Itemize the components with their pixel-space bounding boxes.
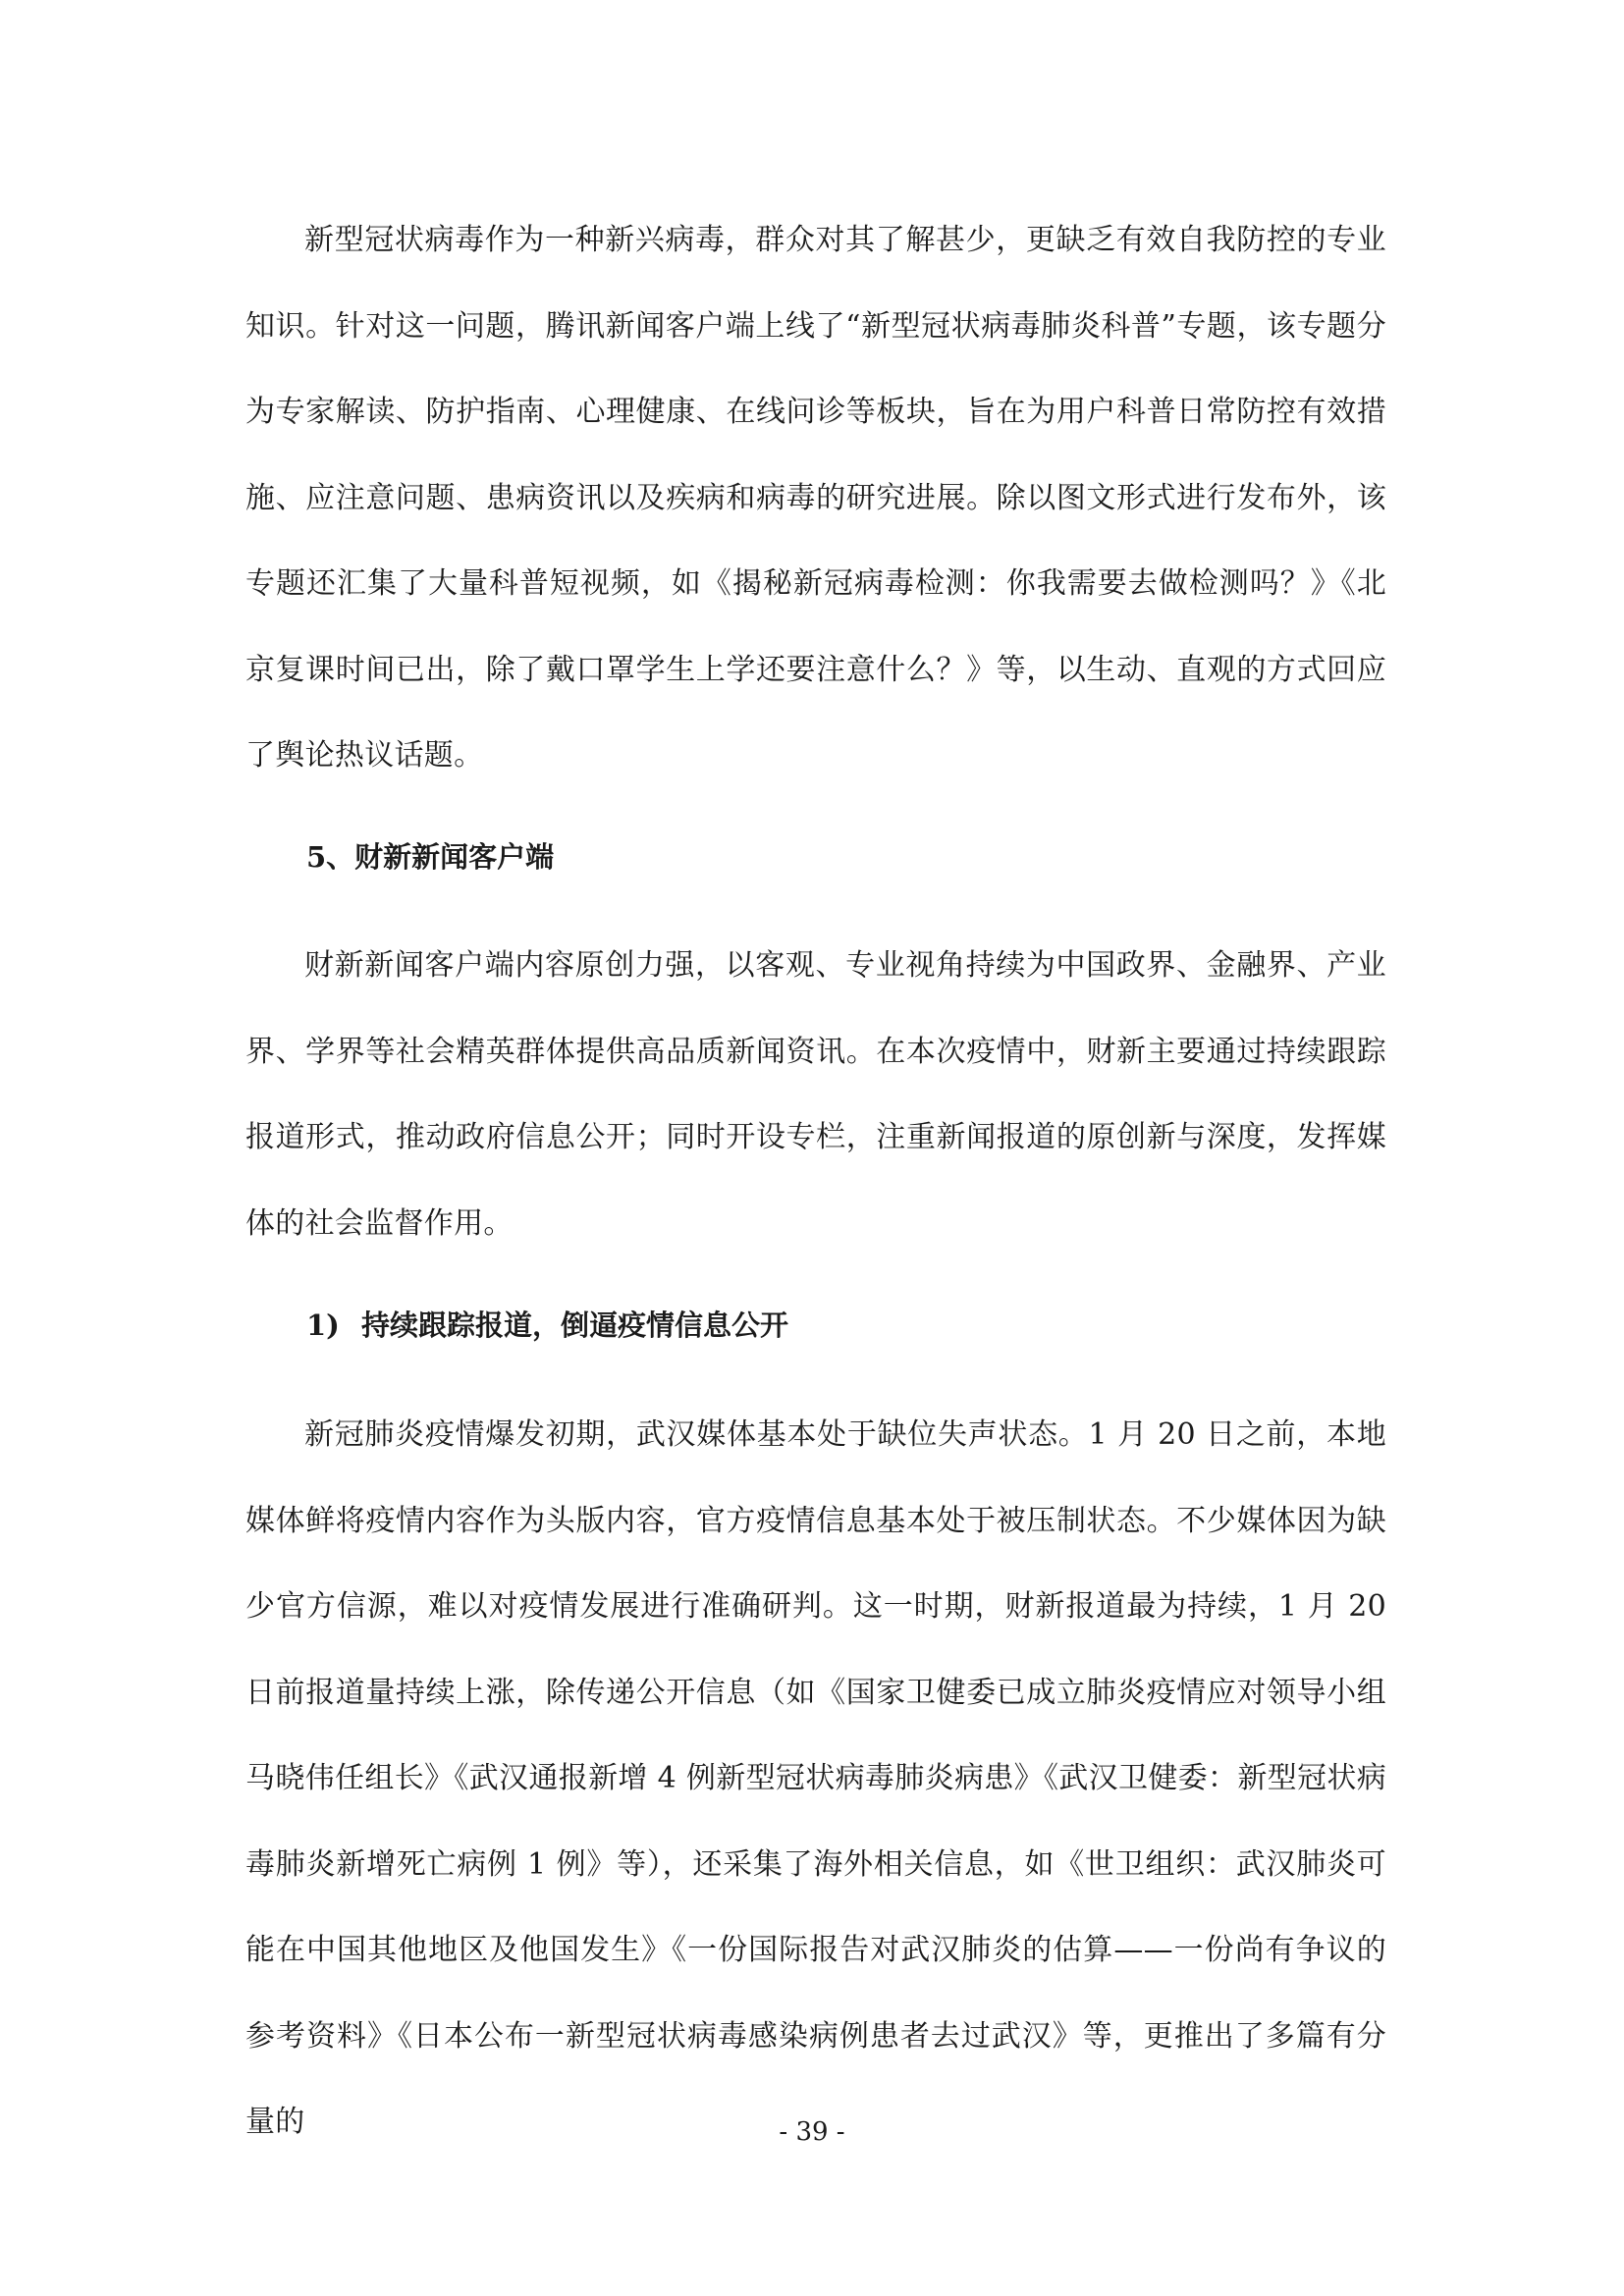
subheading-number: 1) [306,1308,340,1342]
subheading-text: 持续跟踪报道，倒逼疫情信息公开 [361,1308,789,1342]
section-heading-caixin: 5、财新新闻客户端 [306,840,555,874]
page-number: - 39 - [779,2117,845,2147]
tracking-paragraph: 新冠肺炎疫情爆发初期，武汉媒体基本处于缺位失声状态。1 月 20 日之前，本地媒体鲜将疫情内容作为头版内容，官方疫情信息基本处于被压制状态。不少媒体因为缺少官方信源，难以对疫情发展进行准确研判。这一时期，财新报道最为持续，1 月 20 日前报道量持续上涨，除传递公开信息（如《国家卫健委已成立肺炎疫情应对领导小组马晓伟任组长》《武汉通报新增 4 例新型冠状病毒肺炎病患》《武汉卫健委：新型冠状病毒肺炎新增死亡病例 1 例》等），还采集了海外相关信息，如《世卫组织：武汉肺炎可能在中国其他地区及他国发生》《一份国际报告对武汉肺炎的估算——一份尚有争议的参考资料》《日本公布一新型冠状病毒感染病例患者去过武汉》等，更推出了多篇有分量的 [245,1417,1386,2139]
intro-paragraph: 新型冠状病毒作为一种新兴病毒，群众对其了解甚少，更缺乏有效自我防控的专业知识。针对这一问题，腾讯新闻客户端上线了“新型冠状病毒肺炎科普”专题，该专题分为专家解读、防护指南、心理健康、在线问诊等板块，旨在为用户科普日常防控有效措施、应注意问题、患病资讯以及疾病和病毒的研究进展。除以图文形式进行发布外，该专题还汇集了大量科普短视频，如《揭秘新冠病毒检测：你我需要去做检测吗？》《北京复课时间已出，除了戴口罩学生上学还要注意什么？》等，以生动、直观的方式回应了舆论热议话题。 [245,223,1386,773]
subheading-tracking [306,1306,788,1345]
caixin-paragraph: 财新新闻客户端内容原创力强，以客观、专业视角持续为中国政界、金融界、产业界、学界等社会精英群体提供高品质新闻资讯。在本次疫情中，财新主要通过持续跟踪报道形式，推动政府信息公开；同时开设专栏，注重新闻报道的原创新与深度，发挥媒体的社会监督作用。 [245,948,1386,1241]
